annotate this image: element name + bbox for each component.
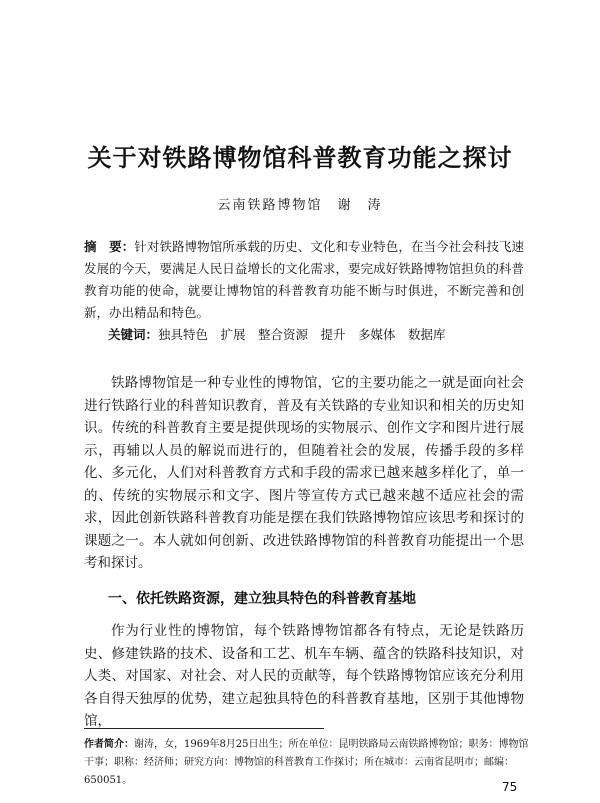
keywords xyxy=(108,324,524,346)
abstract-text: 针对铁路博物馆所承载的历史、文化和专业特色，在当今社会科技飞速发展的今天，要满足人民日益增长的文化需求，要完成好铁路博物馆担负的科普教育功能的使命，就要让博物馆的科普教育功能不断与时俱进，不断完善和创新，办出精品和特色。 xyxy=(84,239,524,320)
page-number: 75 xyxy=(502,780,518,794)
keywords-text: 独具特色 扩展 整合资源 提升 多媒体 数据库 xyxy=(158,327,446,342)
keywords-label: 关键词： xyxy=(108,327,159,342)
section-heading: 一、依托铁路资源，建立独具特色的科普教育基地 xyxy=(108,591,416,607)
abstract xyxy=(84,236,524,324)
article-title: 关于对铁路博物馆科普教育功能之探讨 xyxy=(87,143,513,172)
body-paragraph-2: 作为行业性的博物馆，每个铁路博物馆都各有特点，无论是铁路历史、修建铁路的技术、设备和工艺、机车车辆、蕴含的铁路科技知识，对人类、对国家、对社会、对人民的贡献等，每个铁路博物馆应该充分利用各自得天独厚的优势，建立起独具特色的科普教育基地，区别于其他博物馆， xyxy=(84,623,524,729)
footnote-rule xyxy=(84,728,324,729)
author-line: 云南铁路博物馆 谢 涛 xyxy=(217,198,383,213)
footnote-label: 作者简介： xyxy=(84,739,134,750)
author-footnote xyxy=(84,736,529,790)
footnote-text: 谢涛，女，1969年8月25日出生；所在单位：昆明铁路局云南铁路博物馆；职务：博物馆干事；职称：经济师；研究方向：博物馆的科普教育工作探讨；所在城市：云南省昆明市；邮编：650051。 xyxy=(84,739,529,786)
abstract-label: 摘 要： xyxy=(84,239,135,254)
body-paragraph-1: 铁路博物馆是一种专业性的博物馆，它的主要功能之一就是面向社会进行铁路行业的科普知识教育，普及有关铁路的专业知识和相关的历史知识。传统的科普教育主要是提供现场的实物展示、创作文字和图片进行展示，再辅以人员的解说而进行的，但随着社会的发展，传播手段的多样化、多元化，人们对科普教育方式和手段的需求已越来越多样化了，单一的、传统的实物展示和文字、图片等宣传方式已越来越不适应社会的需求，因此创新铁路科普教育功能是摆在我们铁路博物馆应该思考和探讨的课题之一。本人就如何创新、改进铁路博物馆的科普教育功能提出一个思考和探讨。 xyxy=(84,375,524,571)
